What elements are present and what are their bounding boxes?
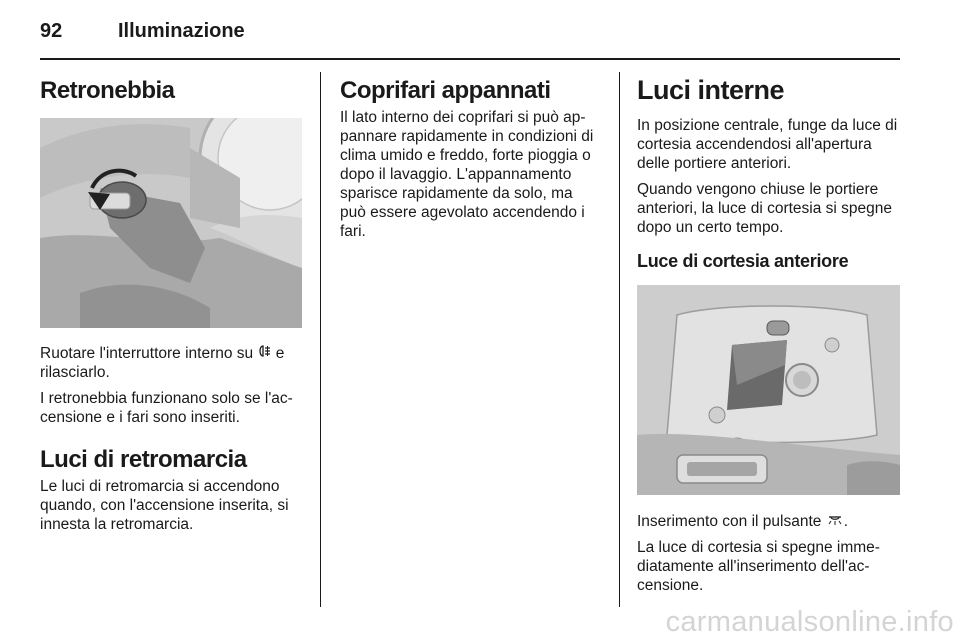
paragraph: Il lato interno dei coprifari si può ap-pannare rapidamente in condizioni di clima umido e freddo, forte pioggia o dopo il lavaggio. L'appannamento sparisce rapidamente da solo, ma può essere agevolato accendendo i fari. — [340, 109, 594, 240]
paragraph: Le luci di retromarcia si accendono quando, con l'accensione inserita, si innesta la retromarcia. — [40, 478, 289, 533]
header-rule — [40, 58, 900, 60]
paragraph: Inserimento con il pulsante . — [637, 513, 848, 530]
paragraph: Ruotare l'interruttore interno su e rilasciarlo. — [40, 345, 285, 381]
page-number: 92 — [40, 20, 63, 42]
section-title-coprifari: Coprifari appannati — [340, 77, 551, 104]
rear-fog-icon — [257, 344, 271, 360]
paragraph: I retronebbia funzionano solo se l'ac-censione e i fari sono inseriti. — [40, 390, 293, 426]
subsection-title: Luce di cortesia anteriore — [637, 251, 849, 271]
column-middle — [340, 70, 602, 241]
column-left — [40, 70, 302, 534]
watermark: carmanualsonline.info — [665, 606, 954, 638]
section-title-luci-retromarcia: Luci di retromarcia — [40, 446, 247, 473]
paragraph: Quando vengono chiuse le portiere anteriori, la luce di cortesia si spegne dopo un certo tempo. — [637, 181, 893, 236]
chapter-title: Illuminazione — [118, 20, 245, 42]
section-title-luci-interne: Luci interne — [637, 75, 785, 105]
column-divider — [619, 72, 620, 607]
courtesy-light-illustration — [637, 285, 900, 495]
rear-fog-switch-illustration — [40, 118, 302, 328]
page-header — [40, 20, 900, 44]
paragraph: La luce di cortesia si spegne imme-diatamente all'inserimento dell'ac-censione. — [637, 539, 880, 594]
paragraph: In posizione centrale, funge da luce di cortesia accendendosi all'apertura delle portiere anteriori. — [637, 117, 898, 172]
section-title-retronebbia: Retronebbia — [40, 77, 175, 104]
courtesy-light-icon — [826, 514, 844, 528]
column-divider — [320, 72, 321, 607]
column-right — [637, 70, 900, 595]
